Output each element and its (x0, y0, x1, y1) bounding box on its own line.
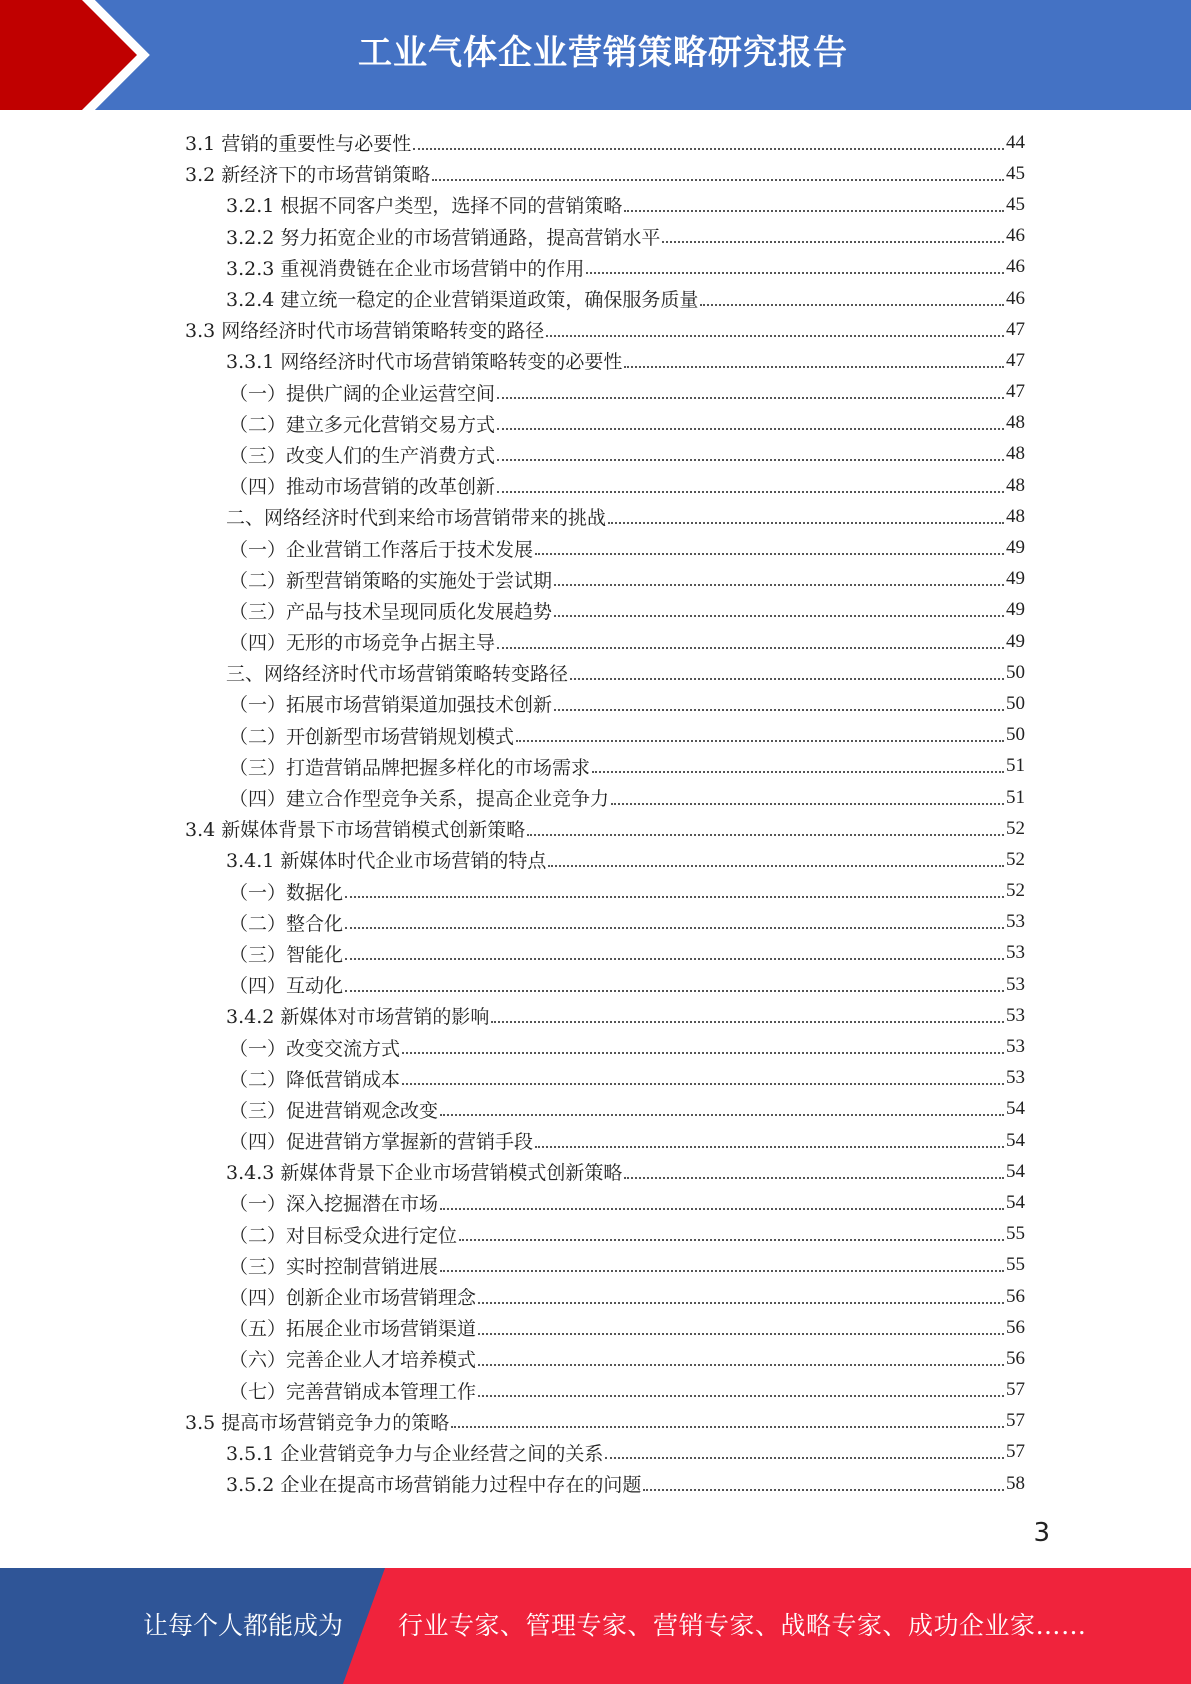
toc-entry-page: 51 (1006, 786, 1025, 808)
toc-entry[interactable] (185, 720, 1025, 751)
toc-entry[interactable] (185, 1375, 1025, 1406)
toc-entry-label: （四）互动化 (229, 975, 344, 998)
toc-entry-label: （三）打造营销品牌把握多样化的市场需求 (229, 756, 591, 779)
toc-entry-page: 48 (1006, 412, 1025, 434)
toc-dot-leader (440, 1114, 1004, 1116)
toc-dot-leader (478, 1302, 1004, 1304)
toc-entry-page: 55 (1006, 1254, 1025, 1276)
toc-entry[interactable] (185, 252, 1025, 283)
toc-entry-label: 3.4.1 新媒体时代企业市场营销的特点 (226, 850, 547, 873)
toc-entry-label: 3.4.3 新媒体背景下企业市场营销模式创新策略 (226, 1162, 623, 1185)
toc-entry-label: （二）整合化 (229, 912, 344, 935)
toc-entry-label: （一）拓展市场营销渠道加强技术创新 (229, 694, 553, 717)
toc-entry[interactable] (185, 377, 1025, 408)
toc-entry[interactable] (185, 1219, 1025, 1250)
toc-entry-page: 46 (1006, 225, 1025, 247)
toc-entry[interactable] (185, 470, 1025, 501)
toc-entry-page: 55 (1006, 1223, 1025, 1245)
toc-entry[interactable] (185, 1468, 1025, 1499)
toc-entry-label: （二）降低营销成本 (229, 1068, 401, 1091)
toc-entry-page: 56 (1006, 1316, 1025, 1338)
toc-entry[interactable] (185, 564, 1025, 595)
header-banner (0, 0, 1191, 110)
toc-entry-page: 50 (1006, 724, 1025, 746)
toc-entry-label: 二、网络经济时代到来给市场营销带来的挑战 (226, 507, 607, 530)
toc-entry[interactable] (185, 1156, 1025, 1187)
toc-entry-label: （三）改变人们的生产消费方式 (229, 444, 496, 467)
toc-dot-leader (548, 865, 1004, 867)
toc-entry-label: 3.4.2 新媒体对市场营销的影响 (226, 1006, 490, 1029)
toc-dot-leader (402, 1083, 1004, 1085)
toc-dot-leader (440, 1270, 1004, 1272)
toc-entry-label: 3.5 提高市场营销竞争力的策略 (185, 1411, 450, 1434)
toc-dot-leader (497, 397, 1004, 399)
toc-entry[interactable] (185, 1312, 1025, 1343)
toc-entry[interactable] (185, 1125, 1025, 1156)
toc-entry-label: 3.2.2 努力拓宽企业的市场营销通路，提高营销水平 (226, 226, 661, 249)
toc-entry[interactable] (185, 813, 1025, 844)
toc-dot-leader (535, 553, 1004, 555)
toc-entry-page: 58 (1006, 1472, 1025, 1494)
toc-entry-page: 56 (1006, 1347, 1025, 1369)
toc-entry[interactable] (185, 1281, 1025, 1312)
page-number: 3 (1033, 1518, 1050, 1548)
toc-dot-leader (497, 647, 1004, 649)
toc-dot-leader (546, 335, 1004, 337)
toc-entry-label: （一）改变交流方式 (229, 1037, 401, 1060)
toc-entry-page: 45 (1006, 193, 1025, 215)
toc-dot-leader (611, 803, 1004, 805)
toc-entry-label: （一）深入挖掘潜在市场 (229, 1193, 439, 1216)
toc-entry[interactable] (185, 1063, 1025, 1094)
toc-entry[interactable] (185, 221, 1025, 252)
toc-dot-leader (608, 522, 1004, 524)
toc-dot-leader (497, 491, 1004, 493)
toc-dot-leader (440, 1208, 1004, 1210)
toc-entry-page: 52 (1006, 848, 1025, 870)
toc-entry-page: 53 (1006, 1004, 1025, 1026)
toc-dot-leader (345, 927, 1004, 929)
toc-dot-leader (497, 459, 1004, 461)
toc-dot-leader (700, 304, 1004, 306)
toc-entry-page: 54 (1006, 1160, 1025, 1182)
toc-entry-label: （二）开创新型市场营销规划模式 (229, 725, 515, 748)
toc-entry[interactable] (185, 1437, 1025, 1468)
toc-entry-page: 52 (1006, 817, 1025, 839)
toc-entry[interactable] (185, 688, 1025, 719)
toc-dot-leader (345, 990, 1004, 992)
toc-entry-page: 47 (1006, 381, 1025, 403)
toc-dot-leader (662, 241, 1004, 243)
toc-dot-leader (432, 179, 1004, 181)
toc-dot-leader (345, 896, 1004, 898)
toc-entry[interactable] (185, 158, 1025, 189)
toc-entry[interactable] (185, 626, 1025, 657)
toc-entry-label: （三）智能化 (229, 943, 344, 966)
toc-entry-label: （三）促进营销观念改变 (229, 1099, 439, 1122)
toc-entry[interactable] (185, 844, 1025, 875)
toc-entry-page: 54 (1006, 1129, 1025, 1151)
toc-dot-leader (624, 210, 1004, 212)
toc-entry-label: 3.3 网络经济时代市场营销策略转变的路径 (185, 320, 545, 343)
toc-entry-label: 3.2.3 重视消费链在企业市场营销中的作用 (226, 257, 585, 280)
toc-dot-leader (592, 771, 1004, 773)
toc-entry[interactable] (185, 283, 1025, 314)
toc-dot-leader (478, 1364, 1004, 1366)
toc-entry-page: 54 (1006, 1098, 1025, 1120)
toc-dot-leader (497, 428, 1004, 430)
toc-entry-page: 47 (1006, 349, 1025, 371)
toc-entry-label: 3.3.1 网络经济时代市场营销策略转变的必要性 (226, 351, 623, 374)
toc-dot-leader (586, 272, 1004, 274)
toc-entry-page: 47 (1006, 318, 1025, 340)
toc-entry[interactable] (185, 907, 1025, 938)
toc-dot-leader (459, 1239, 1004, 1241)
toc-entry-page: 53 (1006, 973, 1025, 995)
toc-dot-leader (535, 1146, 1004, 1148)
toc-entry[interactable] (185, 751, 1025, 782)
toc-entry[interactable] (185, 1406, 1025, 1437)
toc-entry-label: （二）对目标受众进行定位 (229, 1224, 458, 1247)
toc-entry-page: 57 (1006, 1379, 1025, 1401)
toc-entry-page: 49 (1006, 537, 1025, 559)
toc-entry[interactable] (185, 439, 1025, 470)
toc-entry[interactable] (185, 532, 1025, 563)
toc-entry-label: 3.2.4 建立统一稳定的企业营销渠道政策，确保服务质量 (226, 289, 699, 312)
toc-dot-leader (402, 1052, 1004, 1054)
toc-entry-label: （四）推动市场营销的改革创新 (229, 476, 496, 499)
toc-dot-leader (554, 584, 1004, 586)
toc-entry-page: 44 (1006, 131, 1025, 153)
toc-entry-label: 3.2.1 根据不同客户类型，选择不同的营销策略 (226, 195, 623, 218)
toc-entry-label: 3.4 新媒体背景下市场营销模式创新策略 (185, 819, 526, 842)
toc-entry-label: （一）数据化 (229, 881, 344, 904)
toc-entry-label: 三、网络经济时代市场营销策略转变路径 (226, 663, 569, 686)
toc-entry[interactable] (185, 345, 1025, 376)
toc-dot-leader (345, 958, 1004, 960)
toc-entry-page: 49 (1006, 630, 1025, 652)
toc-entry-page: 49 (1006, 599, 1025, 621)
toc-entry-page: 50 (1006, 661, 1025, 683)
footer-banner (0, 1568, 1191, 1684)
toc-dot-leader (554, 709, 1004, 711)
toc-entry[interactable] (185, 1250, 1025, 1281)
toc-dot-leader (413, 148, 1004, 150)
toc-entry-page: 46 (1006, 256, 1025, 278)
toc-entry-page: 48 (1006, 474, 1025, 496)
toc-entry[interactable] (185, 782, 1025, 813)
toc-entry[interactable] (185, 1187, 1025, 1218)
toc-dot-leader (491, 1021, 1004, 1023)
toc-entry-label: （二）建立多元化营销交易方式 (229, 413, 496, 436)
toc-entry[interactable] (185, 1000, 1025, 1031)
toc-entry-page: 54 (1006, 1191, 1025, 1213)
toc-dot-leader (516, 740, 1004, 742)
toc-entry-page: 46 (1006, 287, 1025, 309)
toc-entry-label: （二）新型营销策略的实施处于尝试期 (229, 569, 553, 592)
toc-dot-leader (605, 1457, 1004, 1459)
toc-entry-label: 3.5.1 企业营销竞争力与企业经营之间的关系 (226, 1442, 604, 1465)
toc-entry[interactable] (185, 969, 1025, 1000)
toc-entry-page: 53 (1006, 1036, 1025, 1058)
toc-entry-label: （一）提供广阔的企业运营空间 (229, 382, 496, 405)
table-of-contents (185, 127, 1025, 1499)
toc-entry[interactable] (185, 1343, 1025, 1374)
toc-entry[interactable] (185, 408, 1025, 439)
toc-entry-page: 45 (1006, 162, 1025, 184)
toc-entry-page: 52 (1006, 880, 1025, 902)
toc-entry-page: 53 (1006, 1067, 1025, 1089)
toc-entry[interactable] (185, 595, 1025, 626)
footer-slogan-left: 让每个人都能成为 (143, 1611, 344, 1640)
toc-entry-label: （一）企业营销工作落后于技术发展 (229, 538, 534, 561)
toc-entry-label: 3.5.2 企业在提高市场营销能力过程中存在的问题 (226, 1474, 642, 1497)
toc-entry-page: 49 (1006, 568, 1025, 590)
toc-dot-leader (624, 366, 1004, 368)
toc-entry-page: 53 (1006, 911, 1025, 933)
toc-entry-page: 48 (1006, 505, 1025, 527)
toc-entry-page: 57 (1006, 1441, 1025, 1463)
toc-entry-label: （三）产品与技术呈现同质化发展趋势 (229, 600, 553, 623)
toc-entry[interactable] (185, 127, 1025, 158)
toc-entry[interactable] (185, 314, 1025, 345)
toc-entry-label: （七）完善营销成本管理工作 (229, 1380, 477, 1403)
toc-entry-page: 57 (1006, 1410, 1025, 1432)
toc-entry-label: 3.1 营销的重要性与必要性 (185, 133, 412, 156)
toc-dot-leader (554, 615, 1004, 617)
toc-entry[interactable] (185, 501, 1025, 532)
report-title: 工业气体企业营销策略研究报告 (358, 33, 848, 73)
toc-entry[interactable] (185, 1094, 1025, 1125)
toc-entry[interactable] (185, 876, 1025, 907)
toc-dot-leader (624, 1177, 1004, 1179)
toc-entry[interactable] (185, 938, 1025, 969)
toc-dot-leader (570, 678, 1004, 680)
toc-entry-label: （四）创新企业市场营销理念 (229, 1287, 477, 1310)
toc-entry-label: （四）无形的市场竞争占据主导 (229, 632, 496, 655)
toc-dot-leader (478, 1395, 1004, 1397)
toc-dot-leader (643, 1489, 1004, 1491)
toc-entry-label: （四）促进营销方掌握新的营销手段 (229, 1131, 534, 1154)
toc-entry-label: （四）建立合作型竞争关系，提高企业竞争力 (229, 788, 610, 811)
toc-entry-page: 56 (1006, 1285, 1025, 1307)
toc-dot-leader (478, 1333, 1004, 1335)
footer-slogan-right: 行业专家、管理专家、营销专家、战略专家、成功企业家…… (398, 1611, 1087, 1640)
toc-entry-page: 51 (1006, 755, 1025, 777)
toc-entry[interactable] (185, 1031, 1025, 1062)
toc-entry[interactable] (185, 657, 1025, 688)
toc-entry-label: （五）拓展企业市场营销渠道 (229, 1318, 477, 1341)
toc-dot-leader (451, 1426, 1004, 1428)
toc-entry-page: 53 (1006, 942, 1025, 964)
toc-dot-leader (527, 834, 1004, 836)
toc-entry-label: 3.2 新经济下的市场营销策略 (185, 164, 431, 187)
toc-entry-label: （六）完善企业人才培养模式 (229, 1349, 477, 1372)
toc-entry-page: 50 (1006, 692, 1025, 714)
toc-entry-label: （三）实时控制营销进展 (229, 1255, 439, 1278)
toc-entry-page: 48 (1006, 443, 1025, 465)
toc-entry[interactable] (185, 189, 1025, 220)
